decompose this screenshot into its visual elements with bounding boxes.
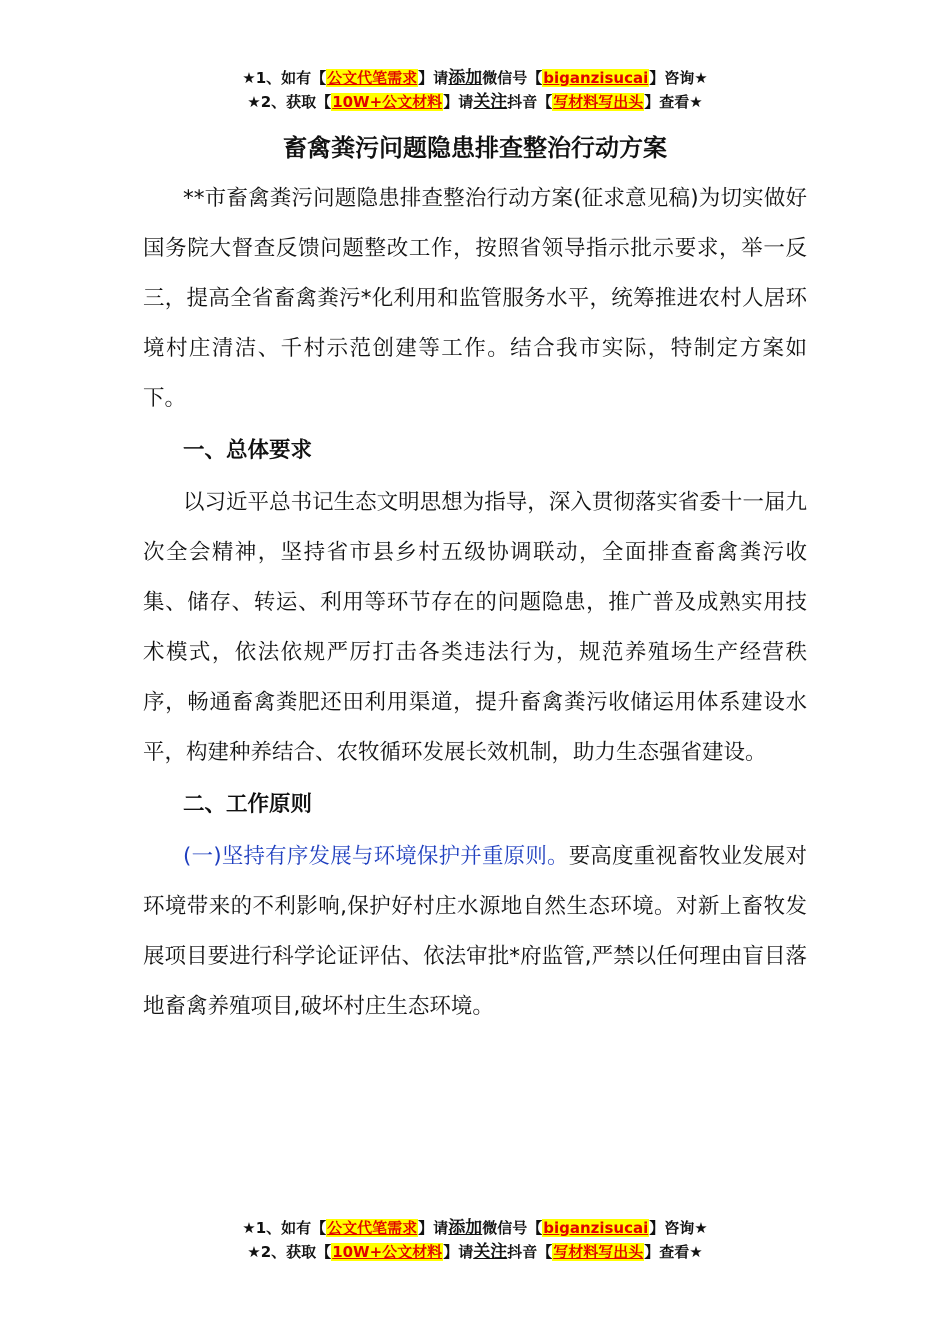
document-title: 畜禽粪污问题隐患排查整治行动方案: [283, 134, 667, 162]
principle-1-paragraph: [143, 832, 807, 1032]
banner-text: ★1、如有【: [242, 1219, 327, 1237]
document-body: [143, 174, 807, 1034]
banner-text: 】请: [443, 93, 474, 111]
banner-text: 】查看★: [644, 93, 703, 111]
banner-text: 抖音【: [507, 1243, 553, 1261]
highlight-wechat-id: biganzisucai: [543, 69, 649, 87]
highlight-materials: 10W+公文材料: [332, 1243, 443, 1261]
highlight-douyin-account: 写材料写出头: [553, 1243, 644, 1261]
banner-text: 】请: [418, 1219, 449, 1237]
bottom-banner: [0, 1216, 950, 1264]
banner-emphasis: 关注: [473, 1242, 508, 1262]
banner-text: 】请: [418, 69, 449, 87]
banner-text: ★2、获取【: [247, 1243, 332, 1261]
banner-emphasis: 添加: [448, 1218, 483, 1238]
banner-text: 微信号【: [482, 69, 543, 87]
banner-text: 】请: [443, 1243, 474, 1261]
section-heading-general-requirements: 一、总体要求: [183, 438, 313, 463]
highlight-douyin-account: 写材料写出头: [553, 93, 644, 111]
banner-emphasis: 关注: [473, 92, 508, 112]
intro-paragraph: **市畜禽粪污问题隐患排查整治行动方案(征求意见稿)为切实做好国务院大督查反馈问题整改工作，按照省领导指示批示要求，举一反三，提高全省畜禽粪污*化利用和监管服务水平，统筹推进农村人居环境村庄清洁、千村示范创建等工作。结合我市实际，特制定方案如下。: [143, 186, 807, 411]
general-requirements-paragraph: 以习近平总书记生态文明思想为指导，深入贯彻落实省委十一届九次全会精神，坚持省市县乡村五级协调联动，全面排查畜禽粪污收集、储存、转运、利用等环节存在的问题隐患，推广普及成熟实用技术模式，依法依规严厉打击各类违法行为，规范养殖场生产经营秩序，畅通畜禽粪肥还田利用渠道，提升畜禽粪污收储运用体系建设水平，构建种养结合、农牧循环发展长效机制，助力生态强省建设。: [143, 490, 807, 765]
banner-text: 】咨询★: [649, 69, 708, 87]
banner-emphasis: 添加: [448, 68, 483, 88]
banner-text: 微信号【: [482, 1219, 543, 1237]
banner-text: 抖音【: [507, 93, 553, 111]
banner-text: 】咨询★: [649, 1219, 708, 1237]
banner-line-2: [0, 90, 950, 114]
highlight-service: 公文代笔需求: [327, 69, 418, 87]
top-banner: [0, 66, 950, 114]
banner-text: 】查看★: [644, 1243, 703, 1261]
banner-line-1: [0, 1216, 950, 1240]
banner-line-2: [0, 1240, 950, 1264]
highlight-service: 公文代笔需求: [327, 1219, 418, 1237]
highlight-materials: 10W+公文材料: [332, 93, 443, 111]
section-heading-work-principles: 二、工作原则: [183, 792, 313, 817]
principle-1-body: 要高度重视畜牧业发展对环境带来的不利影响,保护好村庄水源地自然生态环境。对新上畜牧发展项目要进行科学论证评估、依法审批*府监管,严禁以任何理由盲目落地畜禽养殖项目,破坏村庄生态环境。: [143, 844, 807, 1019]
banner-text: ★2、获取【: [247, 93, 332, 111]
highlight-wechat-id: biganzisucai: [543, 1219, 649, 1237]
banner-text: ★1、如有【: [242, 69, 327, 87]
banner-line-1: [0, 66, 950, 90]
principle-1-title: (一)坚持有序发展与环境保护并重原则。: [183, 844, 569, 869]
